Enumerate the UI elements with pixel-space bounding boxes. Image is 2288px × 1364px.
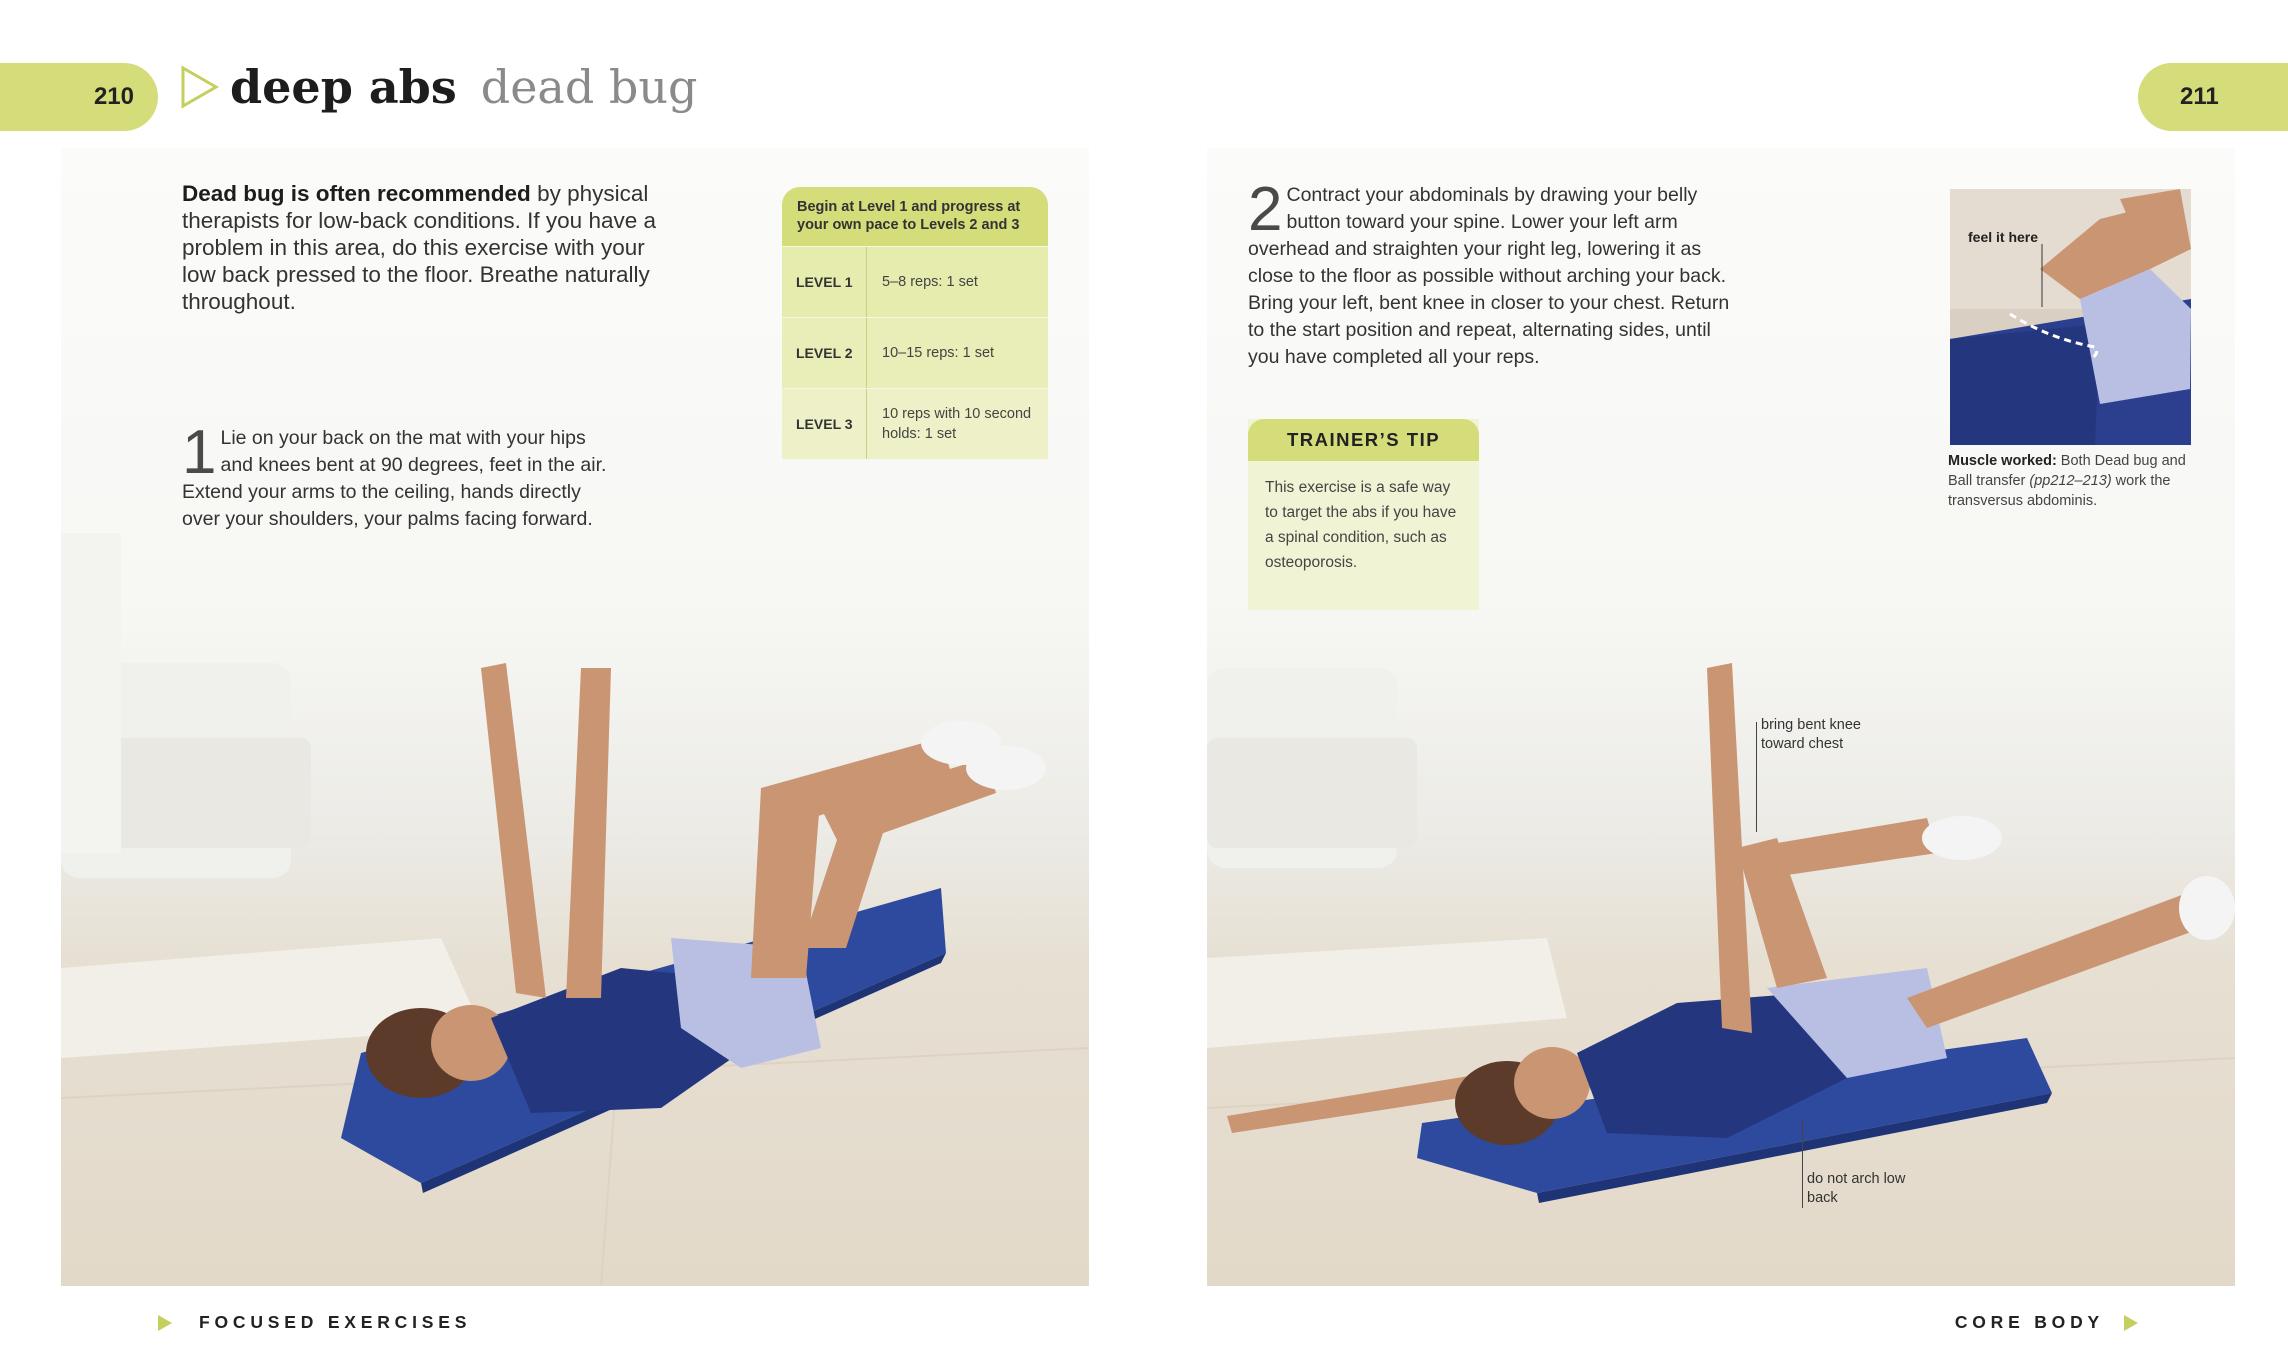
intro-lead: Dead bug is often recommended [182,181,531,206]
step-number: 2 [1248,175,1283,244]
play-arrow-icon [180,65,220,109]
level-table-heading: Begin at Level 1 and progress at your own pace to Levels 2 and 3 [782,187,1048,246]
page-number-left-text: 210 [93,83,134,110]
level-value: 10–15 reps: 1 set [882,345,995,361]
footer-left-text: FOCUSED EXERCISES [199,1312,472,1332]
trainer-tip-heading: TRAINER’S TIP [1248,419,1479,461]
level-row [782,317,1048,388]
trainer-tip-text: This exercise is a safe way to target the abs if you have a spinal condition, such as osteoporosis. [1265,479,1457,571]
callout-knee [1761,716,1881,754]
inset-photo-abs [1950,189,2191,445]
trainer-tip [1248,419,1479,610]
title-main: deep abs [230,60,457,114]
play-arrow-icon [2124,1315,2138,1331]
footer-right-text: CORE BODY [1954,1312,2104,1332]
caption-text-2: work the transversus abdominis. [1948,473,2171,509]
footer-left [158,1312,471,1333]
caption-text-1: Both Dead bug and Ball transfer [1948,453,2186,489]
callout-back-line [1802,1120,1803,1208]
level-value: 10 reps with 10 second holds: 1 set [882,406,1032,442]
step-number: 1 [182,418,217,487]
callout-knee-text: bring bent knee toward chest [1761,717,1861,752]
inset-caption [1948,451,2198,511]
intro-rest: by physical therapists for low-back conditions. If you have a problem in this area, do this exercise with your low back pressed to the floor. Breathe naturally throughout. [182,181,656,314]
step-1 [182,418,622,533]
step-text: Lie on your back on the mat with your hips and knees bent at 90 degrees, feet in the air. Extend your arms to the ceiling, hands directly over your shoulders, your palms facing forward. [182,427,607,530]
step-text: Contract your abdominals by drawing your belly button toward your spine. Lower your left arm overhead and straighten your right leg, lowering it as close to the floor as possible without arching your back. Bring your left, bent knee in closer to your chest. Return to the start position and repeat, alternating sides, until you have completed all your reps. [1248,184,1730,368]
step-2 [1248,175,1743,371]
page-number-right-text: 211 [2180,83,2219,110]
level-row [782,246,1048,317]
title-sub: dead bug [480,60,698,114]
level-name: LEVEL 3 [782,389,867,459]
level-table [782,187,1048,459]
intro-paragraph [182,180,662,315]
level-name: LEVEL 1 [782,247,867,317]
caption-page-reference: (pp212–213) [2029,473,2112,489]
page-number-left [0,63,158,131]
page-title [180,60,697,114]
level-row [782,388,1048,459]
level-value: 5–8 reps: 1 set [882,274,978,290]
level-name: LEVEL 2 [782,318,867,388]
play-arrow-icon [158,1315,172,1331]
callout-back-text: do not arch low back [1807,1171,1906,1206]
footer-right [1955,1312,2138,1333]
inset-label: feel it here [1968,229,2039,245]
page-number-right [2138,63,2288,131]
caption-bold: Muscle worked: [1948,453,2057,469]
callout-knee-line [1756,722,1757,832]
callout-back [1807,1170,1907,1208]
